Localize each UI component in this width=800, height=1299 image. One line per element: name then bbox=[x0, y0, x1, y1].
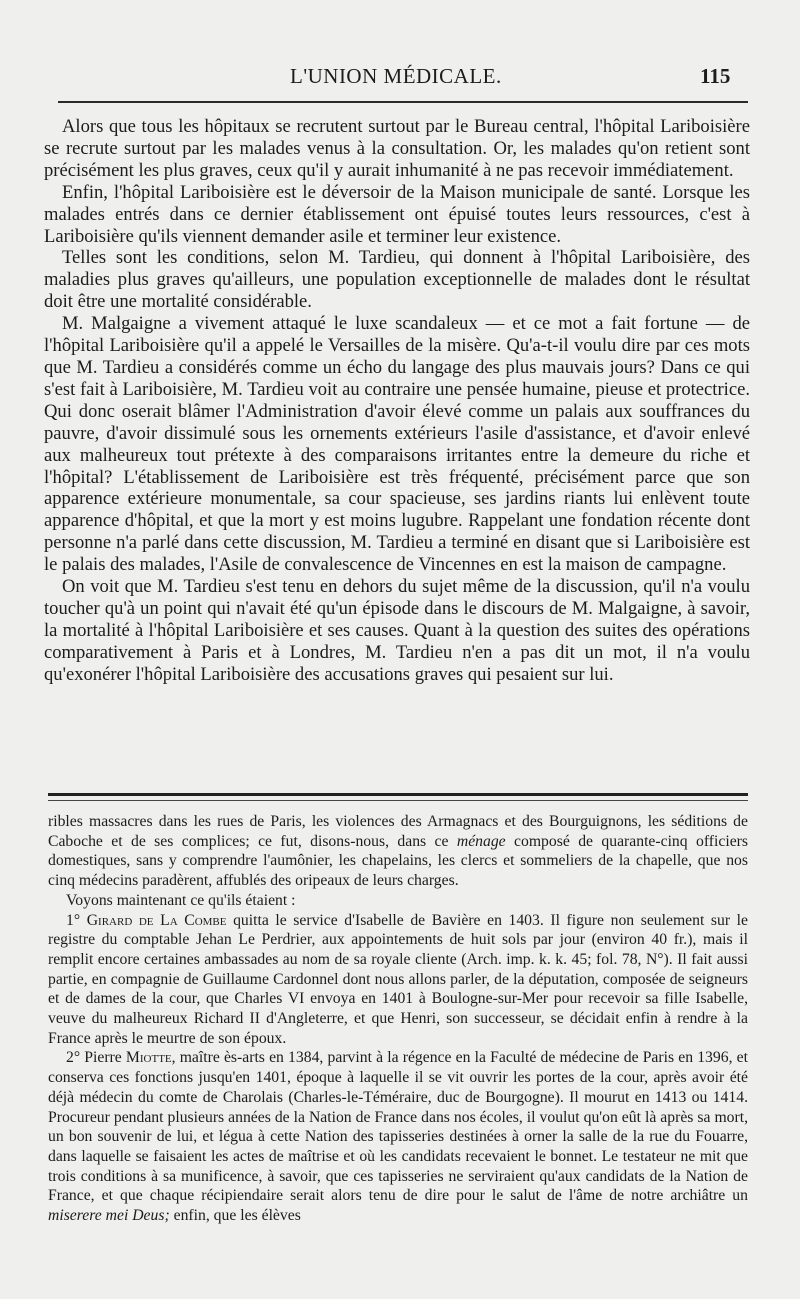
footnote-text: composé de quarante-cinq officiers domestiques, sans y comprendre l'aumônier, les chapelains, les clercs et sommeliers de la chapelle, que nos cinq médecins paradèrent, affublés des oripeaux de leurs charges. bbox=[48, 832, 748, 890]
page-header bbox=[0, 64, 800, 94]
page-number: 115 bbox=[700, 64, 731, 88]
main-paragraph: Enfin, l'hôpital Lariboisière est le déversoir de la Maison municipale de santé. Lorsque les malades entrés dans ce dernier établissement ont épuisé toutes leurs ressources, c'est à Lariboisière qu'ils viennent demander asile et terminer leur existence. bbox=[44, 181, 750, 247]
main-text bbox=[44, 116, 750, 686]
main-paragraph: M. Malgaigne a vivement attaqué le luxe scandaleux — et ce mot a fait fortune — de l'hôpital Lariboisière qu'il a appelé le Versailles de la misère. Qu'a-t-il voulu dire par ces mots que M. Tardieu a considérés comme un écho du langage des plus mauvais jours? Dans ce qui s'est fait à Lariboisière, M. Tardieu voit au contraire une pensée humaine, pieuse et protectrice. Qui donc oserait blâmer l'Administration d'avoir élevé comme un palais aux souffrances du pauvre, d'avoir dissimulé sous les ornements extérieurs l'asile d'assistance, et d'avoir enlevé aux malheureux tout prétexte à des comparaisons irritantes entre la demeure du riche et l'hôpital? L'établissement de Lariboisière est très fréquenté, précisément parce que son apparence extérieure monumentale, sa cour spacieuse, ses jardins riants lui enlèvent toute apparence d'hôpital, et que la mort y est moins lugubre. Rappelant une fondation récente dont personne n'a parlé dans cette discussion, M. Tardieu a terminé en disant que si Lariboisière est le palais des malades, l'Asile de convalescence de Vincennes en est la maison de campagne. bbox=[44, 313, 750, 576]
footnote-separator bbox=[48, 793, 748, 796]
footnotes bbox=[48, 812, 748, 1226]
footnote-number: 2° Pierre bbox=[66, 1049, 126, 1067]
footnote-text: , maître ès-arts en 1384, parvint à la régence en la Faculté de médecine de Paris en 1396, et conserva ces fonctions jusqu'en 1401, époque à laquelle il se vit ouvrir les portes de la cour, après avoir été déjà médecin du comte de Charolais (Charles-le-Téméraire, duc de Bourgogne). Il mourut en 1413 ou 1414. Procureur pendant plusieurs années de la Nation de France dans nos écoles, il voulut qu'on eût là après sa mort, un bon souvenir de lui, et légua à cette Nation des tapisseries destinées à orner la salle de la rue du Fouarre, dans laquelle se faisaient les actes de maîtrise et où les candidats recevaient le bonnet. Le testateur ne mit que trois conditions à sa munificence, à savoir, que ces tapisseries ne serviraient qu'aux candidats de la Nation de France, et que chaque récipiendaire serait alors tenu de dire pour le salut de l'âme de notre archiâtre un bbox=[48, 1049, 748, 1205]
footnote-paragraph bbox=[48, 812, 748, 891]
footnote-paragraph bbox=[48, 1048, 748, 1225]
main-paragraph: On voit que M. Tardieu s'est tenu en dehors du sujet même de la discussion, qu'il n'a voulu toucher qu'à un point qui n'avait été qu'un épisode dans le discours de M. Malgaigne, à savoir, la mortalité à l'hôpital Lariboisière et ses causes. Quant à la question des suites des opérations comparativement à Paris et à Londres, M. Tardieu n'en a pas dit un mot, il n'a voulu qu'exonérer l'hôpital Lariboisière des accusations graves qui pesaient sur lui. bbox=[44, 576, 750, 685]
main-paragraph: Alors que tous les hôpitaux se recrutent surtout par le Bureau central, l'hôpital Lariboisière se recrute surtout par les malades venus à la consultation. Or, les malades qu'on retient sont précisément les plus graves, ceux qu'il y aurait inhumanité à ne pas recevoir immédiatement. bbox=[44, 116, 750, 181]
footnote-emphasis: ménage bbox=[456, 832, 506, 850]
person-name: Girard de La Combe bbox=[86, 911, 227, 929]
footnote-paragraph: Voyons maintenant ce qu'ils étaient : bbox=[66, 891, 296, 909]
footnote-text: ribles massacres dans les rues de Paris, les violences des Armagnacs et des Bourguignons, les séditions de Caboche et de ses complices; ce fut, disons-nous, dans ce bbox=[48, 813, 748, 850]
footnote-paragraph bbox=[48, 911, 748, 1049]
footnote-text: enfin, que les élèves bbox=[169, 1207, 301, 1225]
footnote-number: 1° bbox=[66, 911, 87, 929]
running-title: L'UNION MÉDICALE. bbox=[290, 64, 502, 88]
footnote-text: quitta le service d'Isabelle de Bavière en 1403. Il figure non seulement sur le registre du comptable Jehan Le Perdrier, aux appointements de huit sols par jour (environ 40 fr.), mais il remplit encore certaines ambassades au nom de sa royale cliente (Arch. imp. k. k. 45; fol. 78, N°). Il fait aussi partie, en compagnie de Guillaume Cardonnel dont nous allons parler, de la députation, composée de seigneurs et de dames de la cour, que Charles VI envoya en 1401 à Boulogne-sur-Mer pour recevoir sa fille Isabelle, veuve du malheureux Richard II d'Angleterre, et que Henri, son successeur, se décidait enfin à rendre à la France après le meurtre de son époux. bbox=[48, 911, 748, 1047]
person-name: Miotte bbox=[125, 1049, 172, 1067]
main-paragraph: Telles sont les conditions, selon M. Tardieu, qui donnent à l'hôpital Lariboisière, des maladies plus graves qu'ailleurs, une population exceptionnelle de malades dont le résultat doit être une mortalité considérable. bbox=[44, 247, 750, 313]
footnote-emphasis: miserere mei Deus; bbox=[48, 1207, 170, 1225]
footnote-separator-thin bbox=[48, 800, 748, 801]
header-rule bbox=[58, 101, 748, 103]
